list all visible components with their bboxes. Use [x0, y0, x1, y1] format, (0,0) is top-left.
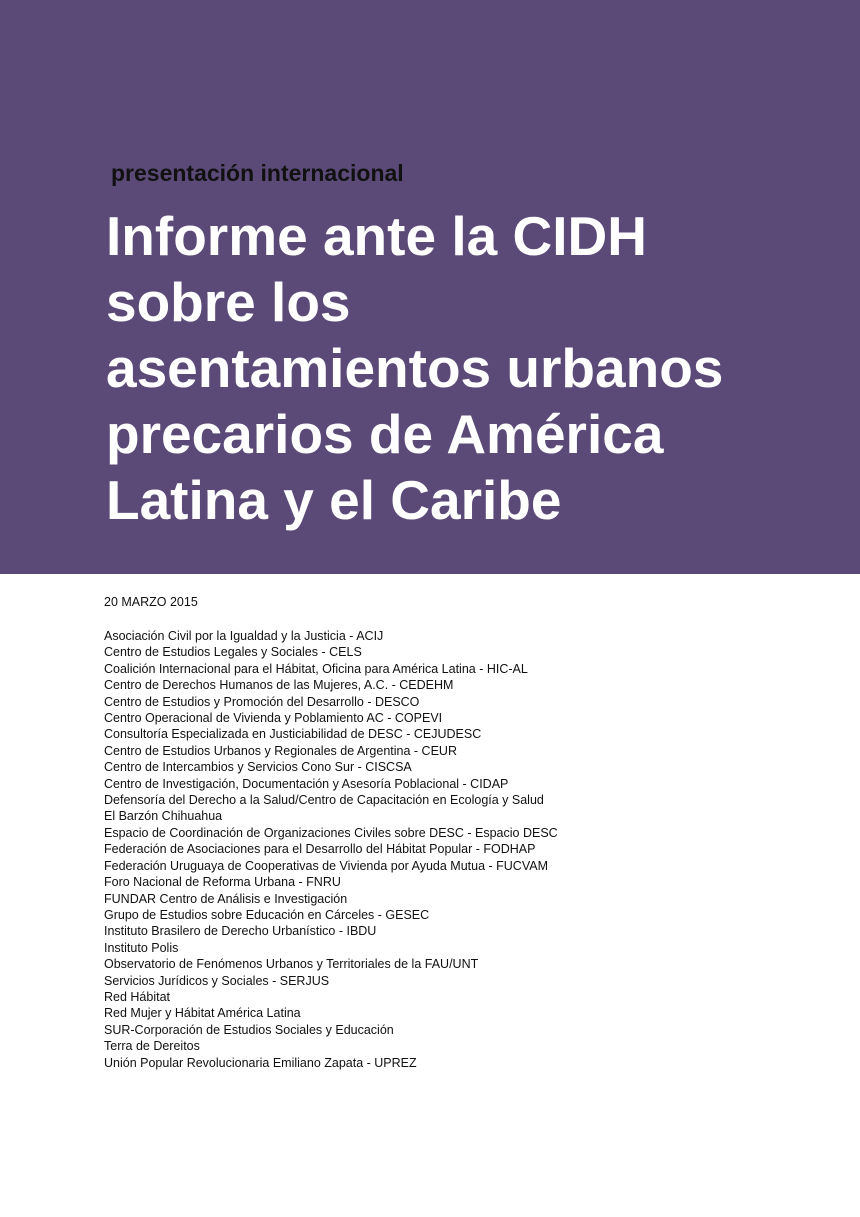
- list-item: Centro de Investigación, Documentación y Asesoría Poblacional - CIDAP: [104, 776, 509, 791]
- list-item: Espacio de Coordinación de Organizaciones Civiles sobre DESC - Espacio DESC: [104, 825, 558, 840]
- list-item: Centro de Estudios y Promoción del Desarrollo - DESCO: [104, 694, 420, 709]
- list-item: Grupo de Estudios sobre Educación en Cárceles - GESEC: [104, 907, 430, 922]
- list-item: Terra de Dereitos: [104, 1039, 200, 1054]
- list-item: El Barzón Chihuahua: [104, 809, 223, 824]
- list-item: Centro de Estudios Urbanos y Regionales de Argentina - CEUR: [104, 743, 457, 758]
- list-item: Federación de Asociaciones para el Desarrollo del Hábitat Popular - FODHAP: [104, 842, 536, 857]
- list-item: FUNDAR Centro de Análisis e Investigación: [104, 891, 348, 906]
- list-item: SUR-Corporación de Estudios Sociales y Educación: [104, 1022, 394, 1037]
- list-item: Defensoría del Derecho a la Salud/Centro de Capacitación en Ecología y Salud: [104, 793, 544, 808]
- list-item: Red Mujer y Hábitat América Latina: [104, 1006, 301, 1021]
- list-item: Federación Uruguaya de Cooperativas de Vivienda por Ayuda Mutua - FUCVAM: [104, 858, 548, 873]
- title-line: Informe ante la CIDH: [106, 205, 647, 267]
- eyebrow-label: presentación internacional: [111, 160, 404, 186]
- list-item: Centro de Estudios Legales y Sociales - CELS: [104, 645, 362, 660]
- title-line: asentamientos urbanos: [106, 337, 724, 399]
- cover-band: [0, 0, 860, 574]
- document-date: 20 MARZO 2015: [104, 595, 198, 609]
- list-item: Consultoría Especializada en Justiciabilidad de DESC - CEJUDESC: [104, 727, 482, 742]
- list-item: Unión Popular Revolucionaria Emiliano Zapata - UPREZ: [104, 1055, 417, 1070]
- list-item: Instituto Polis: [104, 940, 179, 955]
- title-line: precarios de América: [106, 403, 664, 465]
- list-item: Coalición Internacional para el Hábitat, Oficina para América Latina - HIC-AL: [104, 661, 528, 676]
- list-item: Foro Nacional de Reforma Urbana - FNRU: [104, 875, 341, 890]
- title-line: Latina y el Caribe: [106, 469, 562, 531]
- organization-list: [104, 628, 558, 1071]
- title-line: sobre los: [106, 271, 351, 333]
- list-item: Servicios Jurídicos y Sociales - SERJUS: [104, 973, 330, 988]
- list-item: Red Hábitat: [104, 989, 171, 1004]
- list-item: Observatorio de Fenómenos Urbanos y Territoriales de la FAU/UNT: [104, 957, 479, 972]
- document-title: [106, 203, 826, 533]
- list-item: Centro de Derechos Humanos de las Mujeres, A.C. - CEDEHM: [104, 678, 454, 693]
- list-item: Centro de Intercambios y Servicios Cono Sur - CISCSA: [104, 760, 412, 775]
- list-item: Instituto Brasilero de Derecho Urbanístico - IBDU: [104, 924, 377, 939]
- list-item: Asociación Civil por la Igualdad y la Justicia - ACIJ: [104, 629, 384, 643]
- list-item: Centro Operacional de Vivienda y Poblamiento AC - COPEVI: [104, 711, 443, 726]
